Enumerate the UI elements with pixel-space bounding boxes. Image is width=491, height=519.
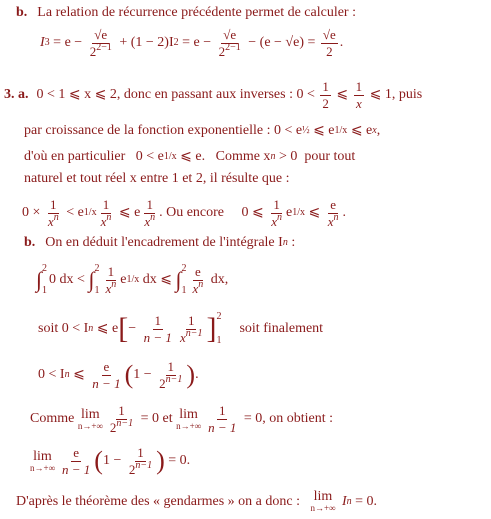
fraction: $\frac{√e}{2^{2-1}}$ — [218, 27, 241, 59]
fraction: $\frac{1}{n - 1}$ — [143, 312, 172, 345]
fraction: $\frac{√e}{2}$ — [322, 27, 336, 59]
part-label-b: b. — [16, 5, 28, 20]
fraction: $\frac{1}{x^n}$ — [47, 197, 59, 229]
fraction: $\frac{1}{2^{n-1}}$ — [159, 359, 183, 391]
line-10: soit 0 < I n ⩽ e [ − $\frac{1}{n - 1}$ $\frac{1}{x^{n-1}}$ ] 2 1 soit finalement — [38, 311, 324, 346]
fraction: $\frac{√e}{2^{2-1}}$ — [89, 27, 112, 59]
limit: lim n→+∞ — [30, 448, 55, 473]
integral-sign: ∫ — [36, 267, 43, 292]
fraction: $\frac{1}{2^{n-1}}$ — [128, 445, 153, 477]
line-3a: 3. a. 0 < 1 ⩽ x ⩽ 2, donc en passant aux inverses : 0 < $\frac{1}{2}$ ⩽ $\frac{1}{x}$ ⩽ 1, puis — [4, 79, 423, 111]
fraction: $\frac{e}{x^n}$ — [327, 197, 339, 229]
limit: lim n→+∞ — [176, 406, 202, 431]
integral-sign: ∫ — [88, 267, 95, 292]
limit: lim n→+∞ — [310, 489, 336, 513]
recurrence-intro: La relation de récurrence précédente permet de calculer : — [37, 5, 356, 20]
line-7-inequality: 0 × $\frac{1}{x^n}$ < e 1/x $\frac{1}{x^n}$ ⩽ e $\frac{1}{x^n}$ . Ou encore 0 ⩽ $\frac{1}{x^n}$ e 1/x ⩽ $\frac{e}{x^n}$ . — [22, 197, 347, 229]
line-6: naturel et tout réel x entre 1 et 2, il résulte que : — [24, 171, 290, 186]
line-11: 0 < I n ⩽ $\frac{e}{n - 1}$ ( 1 − $\frac{1}{2^{n-1}}$ ) . — [38, 359, 199, 391]
line-14-conclusion: D'après le théorème des « gendarmes » on a donc : lim n→+∞ I n = 0. — [16, 489, 378, 513]
integral-sign: ∫ — [175, 267, 182, 292]
fraction: $\frac{1}{x^n}$ — [100, 197, 112, 229]
fraction: $\frac{1}{x^n}$ — [144, 197, 156, 229]
line-5: d'où en particulier 0 < e 1/x ⩽ e. Comme x n > 0 pour tout — [24, 149, 356, 164]
part-label-b: b. — [24, 235, 36, 250]
line-13: lim n→+∞ $\frac{e}{n - 1}$ ( 1 − $\frac{1}{2^{n-1}}$ ) = 0. — [30, 445, 191, 477]
fraction: $\frac{1}{x^n}$ — [105, 263, 117, 296]
fraction: $\frac{1}{x^{n-1}}$ — [179, 312, 203, 345]
fraction: $\frac{1}{n - 1}$ — [208, 403, 237, 435]
line-2-i3-formula: I 3 = e − $\frac{√e}{2^{2-1}}$ + (1 − 2)I 2 = e − $\frac{√e}{2^{2-1}}$ − (e − √e) = $\frac{√e}{2}$ . — [40, 27, 344, 59]
fraction: $\frac{1}{x}$ — [355, 79, 363, 111]
fraction: $\frac{e}{n - 1}$ — [92, 359, 121, 391]
line-8: b. On en déduit l'encadrement de l'intégrale I n : — [24, 235, 296, 250]
fraction: $\frac{e}{n - 1}$ — [62, 445, 91, 477]
line-1 — [16, 6, 356, 20]
fraction: $\frac{1}{2^{n-1}}$ — [109, 403, 134, 435]
line-9-integrals: ∫ 2 1 0 dx < ∫ 2 1 $\frac{1}{x^n}$ e 1/x dx ⩽ ∫ 2 1 $\frac{e}{x^n}$ dx, — [36, 263, 229, 296]
fraction: $\frac{1}{2}$ — [322, 79, 329, 111]
line-12-limits: Comme lim n→+∞ $\frac{1}{2^{n-1}}$ = 0 et lim n→+∞ $\frac{1}{n - 1}$ = 0, on obtient : — [30, 403, 334, 435]
fraction: $\frac{e}{x^n}$ — [192, 263, 204, 296]
limit: lim n→+∞ — [77, 406, 103, 431]
part-label-3a: 3. a. — [4, 87, 29, 103]
line-4: par croissance de la fonction exponentielle : 0 < e ½ ⩽ e 1/x ⩽ e x , — [24, 123, 381, 138]
fraction: $\frac{1}{x^n}$ — [271, 197, 283, 229]
